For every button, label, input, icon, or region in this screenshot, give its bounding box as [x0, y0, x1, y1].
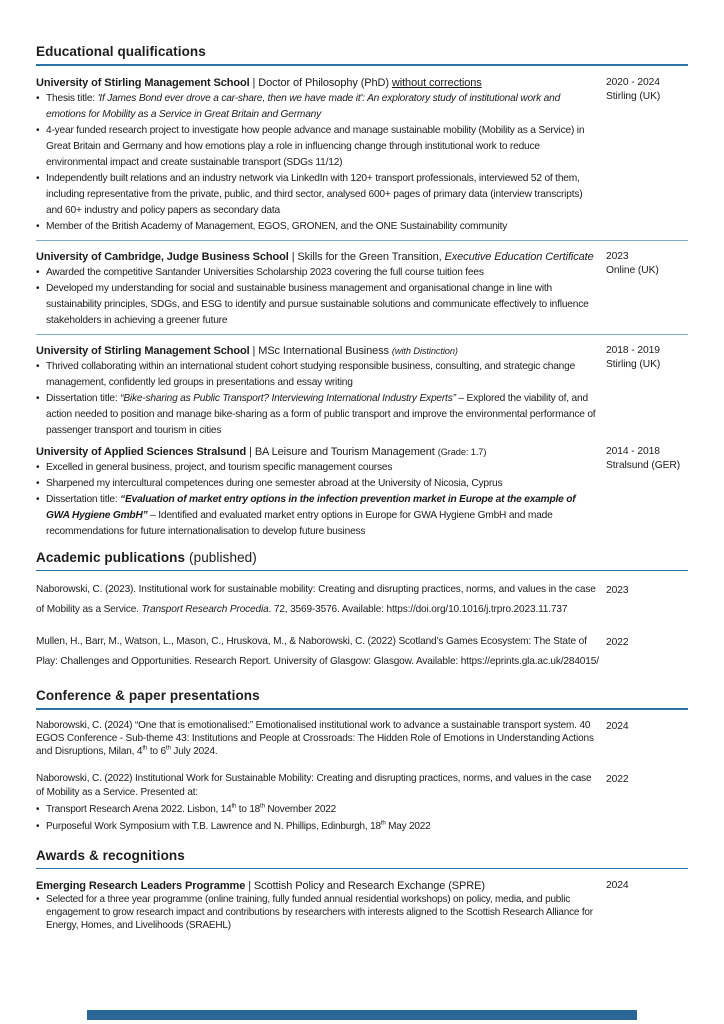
section-publications — [36, 550, 688, 679]
entry-dates — [606, 772, 688, 833]
entry-content — [36, 444, 600, 540]
entry-title — [36, 878, 600, 894]
entry-dates — [606, 444, 688, 540]
text-run: Dissertation title: — [46, 493, 121, 505]
bullet-text — [46, 171, 600, 219]
text-run: | MSc International Business — [252, 344, 392, 357]
entry-location: Online (UK) — [606, 264, 659, 276]
footer-bar — [87, 1010, 637, 1020]
entry-dates — [606, 719, 688, 759]
bullet-list — [36, 894, 600, 932]
entry-paragraph — [36, 719, 600, 759]
entry-content — [36, 632, 600, 678]
text-run: Educational qualifications — [36, 44, 206, 59]
text-run: Naborowski, C. (2023). Institutional work for sustainable mobility: Creating and disrupting practices, norms, and values in the case of Mobility as a Service. — [36, 584, 596, 616]
text-run: | Skills for the Green Transition, — [291, 250, 445, 263]
bullet-marker: • — [36, 92, 40, 104]
text-run: University of Stirling Management School — [36, 76, 253, 89]
entry-location: Stirling (UK) — [606, 90, 661, 102]
bullet-text — [46, 460, 600, 476]
bullet-text — [46, 281, 600, 329]
bullet-item — [36, 802, 600, 817]
bullet-item — [36, 359, 600, 391]
entry-title — [36, 444, 600, 460]
section-rule — [36, 868, 688, 870]
entry — [36, 772, 688, 833]
bullet-item — [36, 91, 600, 123]
entry-date: 2022 — [606, 774, 629, 786]
text-run: without corrections — [391, 76, 482, 89]
bullet-item — [36, 281, 600, 329]
entry — [36, 343, 688, 439]
text-run: Selected for a three year programme (online training, fully funded annual residential workshops) on policy, media, and public engagement to grow research impact and contributions by researchers with interests aligned to the Scottish Research Alliance for Energy, Homes, and Livelihoods (SRAEHL) — [46, 894, 593, 931]
text-run: Conference & paper presentations — [36, 688, 260, 704]
entry — [36, 719, 688, 759]
bullet-text — [46, 492, 600, 540]
bullet-item — [36, 265, 600, 281]
entry-date: 2023 — [606, 250, 629, 262]
entry-paragraph — [36, 772, 600, 798]
bullet-text — [46, 219, 600, 235]
entry — [36, 632, 688, 678]
text-run: Dissertation title: — [46, 392, 121, 404]
bullet-list — [36, 359, 600, 439]
entry-content — [36, 772, 600, 833]
entry-dates — [606, 580, 688, 626]
text-run: (published) — [189, 549, 257, 565]
entry-dates — [606, 343, 688, 439]
text-run: Awards & recognitions — [36, 847, 185, 863]
bullet-item — [36, 391, 600, 439]
text-run: 4-year funded research project to investigate how people advance and manage sustainable mobility (Mobility as a Service) in Great Britain and Germany and how emotions play a role in influencing change through institutional work to reduce environmental impact and create sustainable transport (SDGs 11/12) — [46, 124, 585, 168]
text-run: July 2024. — [170, 746, 218, 758]
text-run: Executive Education Certificate — [444, 250, 594, 263]
entry-separator — [36, 240, 688, 241]
section-heading — [36, 550, 688, 566]
text-run: “Bike-sharing as Public Transport? Interviewing International Industry Experts” — [120, 392, 456, 404]
bullet-marker: • — [36, 172, 40, 184]
section-education — [36, 44, 688, 540]
entry-content — [36, 878, 600, 932]
bullet-marker: • — [36, 803, 40, 815]
bullet-list — [36, 802, 600, 834]
entry-title — [36, 249, 600, 265]
bullet-marker: • — [36, 477, 40, 489]
bullet-item — [36, 819, 600, 834]
entry-location: Stirling (UK) — [606, 358, 661, 370]
bullet-list — [36, 265, 600, 329]
bullet-marker: • — [36, 360, 40, 372]
bullet-text — [46, 123, 600, 171]
text-run: th — [231, 802, 237, 810]
bullet-item — [36, 894, 600, 932]
bullet-text — [46, 802, 600, 817]
bullet-text — [46, 91, 600, 123]
bullet-item — [36, 476, 600, 492]
text-run: . 72, 3569-3576. Available: https://doi.org/10.1016/j.trpro.2023.11.737 — [268, 604, 568, 616]
entry-content — [36, 75, 600, 235]
bullet-text — [46, 265, 600, 281]
bullet-marker: • — [36, 392, 40, 404]
text-run: th — [142, 744, 148, 752]
entry-paragraph — [36, 632, 600, 672]
bullet-marker: • — [36, 461, 40, 473]
text-run: Awarded the competitive Santander Universities Scholarship 2023 covering the full course tuition fees — [46, 266, 484, 278]
entry-date: 2018 - 2019 — [606, 344, 660, 356]
text-run: University of Cambridge, Judge Business School — [36, 250, 292, 263]
bullet-text — [46, 894, 600, 932]
text-run: Mullen, H., Barr, M., Watson, L., Mason, C., Hruskova, M., & Naborowski, C. (2022) Scotland’s Games Ecosystem: The State of Play: Challenges and Opportunities. Research Report. University of Glasgow: Glasgow. Available: https://eprints.gla.ac.uk/284015/ — [36, 636, 599, 668]
bullet-marker: • — [36, 820, 40, 832]
bullet-marker: • — [36, 493, 40, 505]
section-rule — [36, 64, 688, 66]
text-run: Academic publications — [36, 549, 189, 565]
section-awards — [36, 848, 688, 933]
bullet-text — [46, 359, 600, 391]
entry-dates — [606, 878, 688, 932]
bullet-text — [46, 476, 600, 492]
section-rule — [36, 708, 688, 710]
text-run: Transport Research Arena 2022. Lisbon, 14 — [46, 803, 232, 815]
entry-title — [36, 343, 600, 359]
entry-date: 2024 — [606, 720, 629, 732]
bullet-text — [46, 391, 600, 439]
entry — [36, 878, 688, 932]
text-run: th — [380, 819, 386, 827]
text-run: | Doctor of Philosophy (PhD) — [252, 76, 392, 89]
entry-date: 2024 — [606, 880, 629, 892]
entry-date: 2022 — [606, 637, 629, 649]
entry-date: 2023 — [606, 585, 629, 597]
text-run: Naborowski, C. (2022) Institutional Work for Sustainable Mobility: Creating and disrupting practices, norms, and values in the case of Mobility as a Service. Presented at: — [36, 773, 592, 798]
bullet-marker: • — [36, 124, 40, 136]
section-conferences — [36, 688, 688, 834]
text-run: Excelled in general business, project, and tourism specific management courses — [46, 461, 393, 473]
section-heading — [36, 848, 688, 864]
entry-paragraph — [36, 580, 600, 620]
bullet-item — [36, 171, 600, 219]
entry — [36, 249, 688, 329]
text-run: (with Distinction) — [391, 345, 458, 356]
text-run: | Scottish Policy and Research Exchange (SPRE) — [248, 880, 485, 893]
entry-dates — [606, 249, 688, 329]
entry-title — [36, 75, 600, 91]
text-run: | BA Leisure and Tourism Management — [249, 445, 438, 458]
bullet-marker: • — [36, 894, 40, 906]
bullet-list — [36, 460, 600, 540]
text-run: – Identified and evaluated market entry options in Europe for GWA Hygiene GmbH and made recommendations for future internationalisation to develop future business — [46, 509, 553, 537]
entry-location: Stralsund (GER) — [606, 459, 681, 471]
text-run: Emerging Research Leaders Programme — [36, 880, 249, 893]
text-run: – Explored the viability of, and action needed to position and manage bike-sharing as a form of public transport and improve the environmental performance of passenger transport and tourism in cities — [46, 392, 596, 436]
entry-content — [36, 580, 600, 626]
bullet-item — [36, 219, 600, 235]
entry-content — [36, 249, 600, 329]
section-rule — [36, 570, 688, 572]
text-run: 'If James Bond ever drove a car-share, then we have made it': An exploratory study of institutional work and emotions for Mobility as a Service in Great Britain and Germany — [46, 92, 561, 120]
entry-separator — [36, 334, 688, 335]
text-run: Independently built relations and an industry network via LinkedIn with 120+ transport professionals, interviewed 52 of them, including representative from the private, public, and third sector, analysed 600+ pages of primary data (interview transcripts) and 60+ industry and policy papers as secondary data — [46, 172, 583, 216]
bullet-item — [36, 460, 600, 476]
bullet-marker: • — [36, 220, 40, 232]
text-run: Thrived collaborating within an international student cohort studying responsible business, consulting, and strategic change management, confidently led groups in presentations and essay writing — [46, 360, 576, 388]
bullet-item — [36, 123, 600, 171]
section-heading — [36, 688, 688, 704]
text-run: Member of the British Academy of Management, EGOS, GRONEN, and the ONE Sustainability community — [46, 220, 508, 232]
document-body — [36, 44, 688, 1006]
entry-content — [36, 343, 600, 439]
entry-date: 2020 - 2024 — [606, 76, 660, 88]
text-run: th — [260, 802, 265, 810]
text-run: to 18 — [236, 803, 261, 815]
text-run: Naborowski, C. (2024) “One that is emotionalised:” Emotionalised institutional work to advance a sustainable transport system. 40 EGOS Conference - Sub-theme 43: Institutions and People at Crossroads: The Hidden Role of Emotions in Understanding Actions and Disruptions, Milan, 4 — [36, 719, 594, 758]
entry-dates — [606, 632, 688, 678]
text-run: Developed my understanding for social and sustainable business management and organisational change in line with sustainability principles, SDGs, and ESG to identify and pursue sustainable solutions and communicate effectively to influence stakeholders in achieving a greener future — [46, 282, 589, 326]
text-run: Transport Research Procedia — [141, 604, 269, 616]
bullet-list — [36, 91, 600, 235]
entry — [36, 75, 688, 235]
text-run: Purposeful Work Symposium with T.B. Lawrence and N. Phillips, Edinburgh, 18 — [46, 820, 381, 832]
text-run: Thesis title: — [46, 92, 98, 104]
entry-date: 2014 - 2018 — [606, 445, 660, 457]
text-run: Sharpened my intercultural competences during one semester abroad at the University of Nicosia, Cyprus — [46, 477, 503, 489]
entry — [36, 580, 688, 626]
text-run: th — [165, 744, 171, 752]
bullet-text — [46, 819, 600, 834]
entry-content — [36, 719, 600, 759]
text-run: to 6 — [147, 746, 166, 758]
entry — [36, 444, 688, 540]
section-heading — [36, 44, 688, 60]
text-run: University of Applied Sciences Stralsund — [36, 445, 250, 458]
text-run: (Grade: 1.7) — [437, 446, 487, 457]
text-run: November 2022 — [264, 803, 336, 815]
bullet-marker: • — [36, 266, 40, 278]
bullet-marker: • — [36, 282, 40, 294]
text-run: May 2022 — [385, 820, 431, 832]
bullet-item — [36, 492, 600, 540]
text-run: University of Stirling Management School — [36, 344, 253, 357]
text-run: “Evaluation of market entry options in the infection prevention market in Europe at the example of GWA Hygiene GmbH” — [46, 493, 576, 521]
entry-dates — [606, 75, 688, 235]
